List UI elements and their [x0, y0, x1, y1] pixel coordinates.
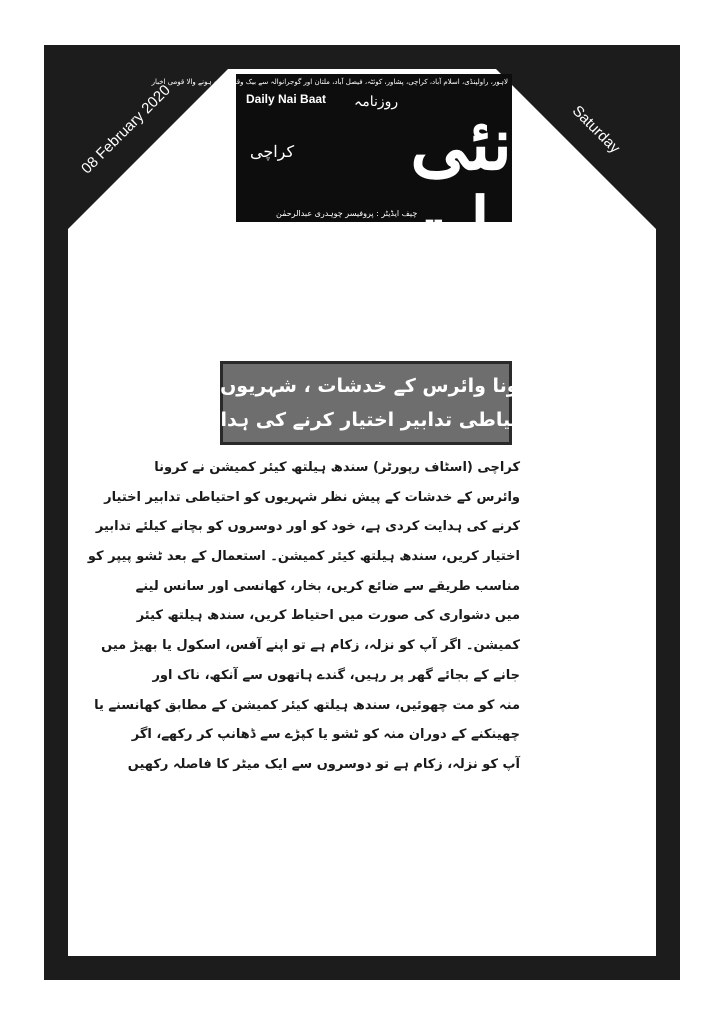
article-line: منہ کو مت چھوئیں، سندھ ہیلتھ کیئر کمیشن کے مطابق کھانسنے یا [94, 697, 520, 713]
article-line: کراچی (اسٹاف رپورٹر) سندھ ہیلتھ کیئر کمیشن نے کرونا [154, 460, 520, 475]
masthead-tagline: لاہور، راولپنڈی، اسلام آباد، کراچی، پشاور، کوئٹہ، فیصل آباد، ملتان اور گوجرانوالہ سے بیک وقت شائع ہونے والا قومی اخبار [151, 78, 508, 86]
masthead-city: کراچی [250, 142, 295, 161]
article-body [87, 453, 520, 780]
masthead-english-name: Daily Nai Baat [246, 92, 327, 106]
day-corner-ribbon [496, 69, 656, 229]
article-line: میں دشواری کی صورت میں احتیاط کریں، سندھ ہیلتھ کیئر [136, 608, 520, 624]
article-line: جانے کے بجائے گھر پر رہیں، گندے ہاتھوں سے آنکھ، ناک اور [152, 667, 520, 683]
headline-line-1: کرونا وائرس کے خدشات ، شہریوں کو [190, 375, 542, 397]
date-corner-ribbon [68, 69, 228, 229]
page-frame [44, 45, 680, 980]
masthead-editor: چیف ایڈیٹر : پروفیسر چوہدری عبدالرحمٰن [276, 209, 418, 218]
article-line: مناسب طریقے سے ضائع کریں، بخار، کھانسی اور سانس لینے [135, 578, 520, 594]
article-line: کرنے کی ہدایت کردی ہے، خود کو اور دوسروں کو بچانے کیلئے تدابیر [95, 519, 520, 535]
article-line: آپ کو نزلہ، زکام ہے تو دوسروں سے ایک میٹر کا فاصلہ رکھیں [127, 756, 520, 772]
headline-line-2: احتیاطی تدابیر اختیار کرنے کی ہدایت [193, 409, 539, 431]
day-label: Saturday [568, 102, 624, 157]
masthead-rozana: روزنامہ [354, 94, 399, 110]
newspaper-masthead [151, 74, 512, 266]
headline-box [190, 361, 542, 445]
masthead-logo: نئی بات [402, 101, 512, 266]
article-line: اختیار کریں، سندھ ہیلتھ کیئر کمیشن۔ استعمال کے بعد ٹشو پیپر کو [87, 549, 520, 565]
date-label: 08 February 2020 [78, 81, 174, 178]
article-line: وائرس کے خدشات کے پیش نظر شہریوں کو احتیاطی تدابیر اختیار [104, 489, 520, 505]
article-line: چھینکنے کے دوران منہ کو ٹشو یا کپڑے سے ڈھانپ کر رکھے، اگر [131, 727, 520, 743]
article-line: کمیشن۔ اگر آپ کو نزلہ، زکام ہے تو اپنے آفس، اسکول یا بھیڑ میں [101, 638, 520, 654]
